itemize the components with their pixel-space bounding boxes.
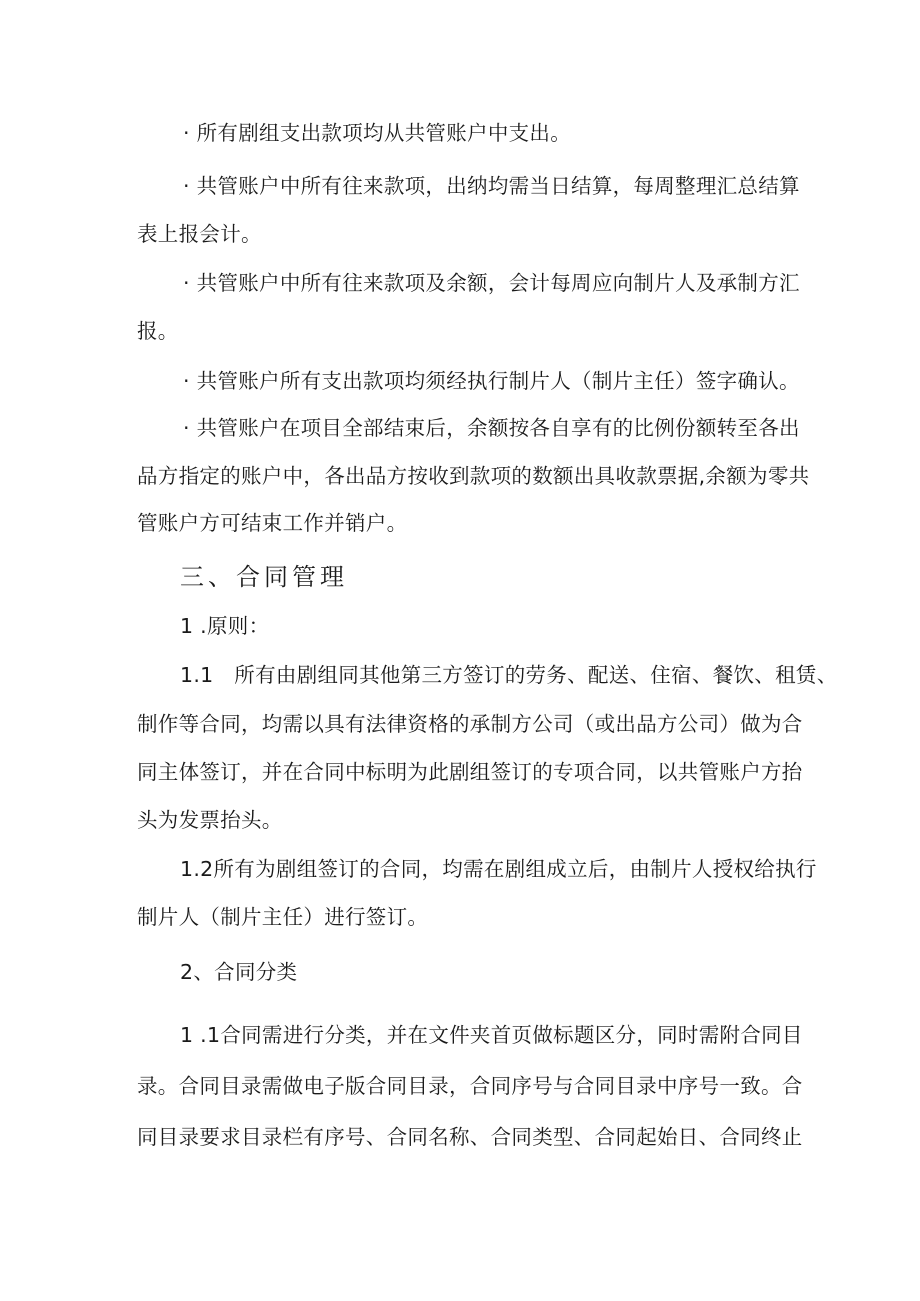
bullet-2-line-1: · 共管账户中所有往来款项，出纳均需当日结算，每周整理汇总结算 [183, 174, 800, 198]
clause-2-1-line-1: 1 .1合同需进行分类，并在文件夹首页做标题区分，同时需附合同目 [180, 1023, 803, 1047]
bullet-2-line-2: 表上报会计。 [137, 222, 262, 246]
clause-2-1-line-3: 同目录要求目录栏有序号、合同名称、合同类型、合同起始日、合同终止 [137, 1125, 803, 1149]
subsection-1-title: 1 .原则： [180, 614, 270, 638]
clause-1-2-line-2: 制片人（制片主任）进行签订。 [137, 905, 429, 929]
bullet-1-line-1: · 所有剧组支出款项均从共管账户中支出。 [183, 121, 572, 145]
bullet-3-line-1: · 共管账户中所有往来款项及余额，会计每周应向制片人及承制方汇 [183, 271, 800, 295]
clause-1-1-line-1: 1.1 所有由剧组同其他第三方签订的劳务、配送、住宿、餐饮、租赁、 [180, 663, 838, 687]
bullet-4-line-1: · 共管账户所有支出款项均须经执行制片人（制片主任）签字确认。 [183, 369, 800, 393]
bullet-5-line-3: 管账户方可结束工作并销户。 [137, 511, 408, 535]
section-heading: 三、合同管理 [180, 563, 348, 591]
clause-2-1-line-2: 录。合同目录需做电子版合同目录，合同序号与合同目录中序号一致。合 [137, 1074, 803, 1098]
clause-1-1-line-4: 头为发票抬头。 [137, 808, 283, 832]
bullet-5-line-1: · 共管账户在项目全部结束后，余额按各自享有的比例份额转至各出 [183, 416, 800, 440]
clause-1-2-line-1: 1.2所有为剧组签订的合同，均需在剧组成立后，由制片人授权给执行 [180, 857, 817, 881]
clause-1-1-line-2: 制作等合同，均需以具有法律资格的承制方公司（或出品方公司）做为合 [137, 712, 803, 736]
bullet-3-line-2: 报。 [137, 319, 179, 343]
subsection-2-title: 2、合同分类 [180, 960, 298, 984]
clause-1-1-line-3: 同主体签订，并在合同中标明为此剧组签订的专项合同，以共管账户方抬 [137, 760, 803, 784]
bullet-5-line-2: 品方指定的账户中，各出品方按收到款项的数额出具收款票据,余额为零共 [137, 464, 810, 488]
